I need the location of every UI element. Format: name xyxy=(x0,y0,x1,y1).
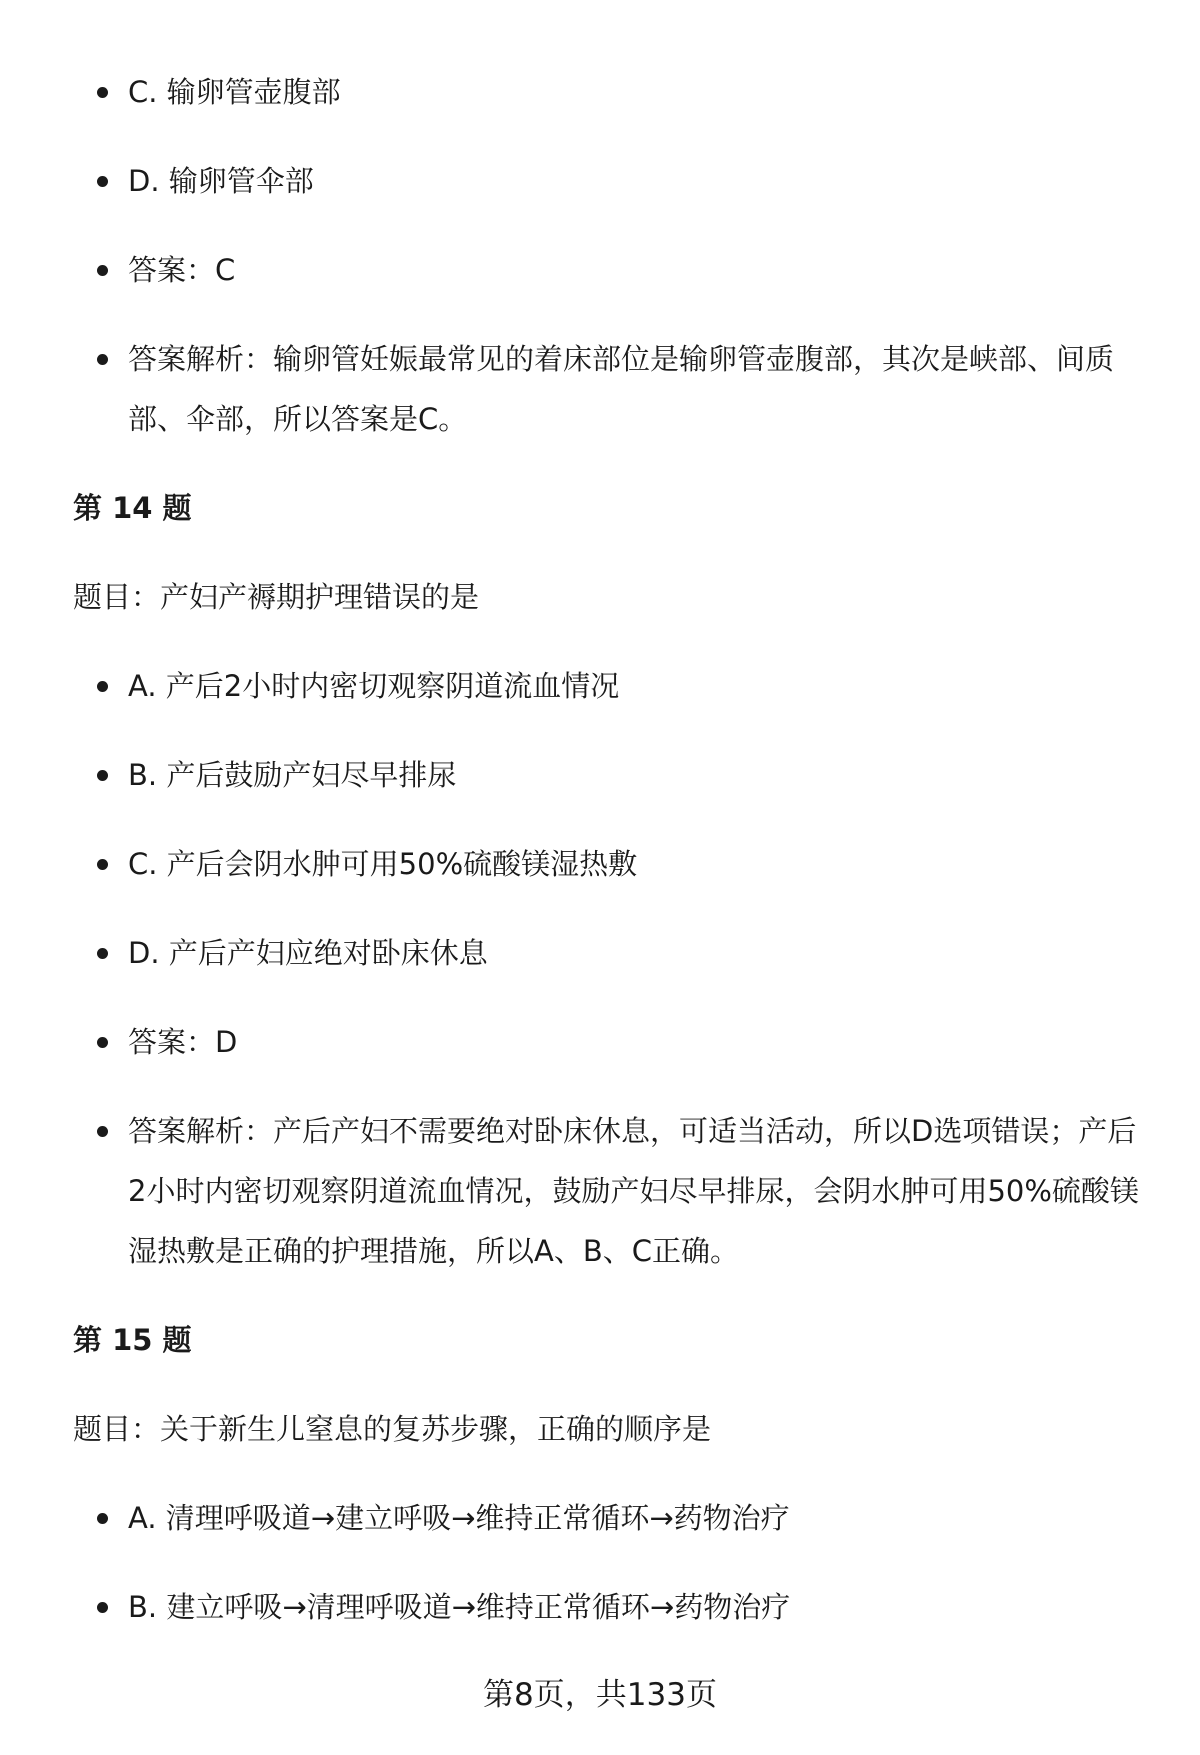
q15-heading: 第 15 题 xyxy=(73,1323,192,1357)
q14-option-d: D. 产后产妇应绝对卧床休息 xyxy=(73,923,1153,983)
q13-list xyxy=(73,62,1153,449)
q15-list xyxy=(73,1488,1153,1637)
document-content xyxy=(73,62,1153,1666)
q14-list xyxy=(73,656,1153,1281)
page-number: 第8页，共133页 xyxy=(483,1677,717,1713)
q14-heading: 第 14 题 xyxy=(73,491,192,525)
q14-option-b: B. 产后鼓励产妇尽早排尿 xyxy=(73,745,1153,805)
q14-stem: 题目：产妇产褥期护理错误的是 xyxy=(73,580,480,614)
q15-option-a: A. 清理呼吸道→建立呼吸→维持正常循环→药物治疗 xyxy=(73,1488,1153,1548)
q13-analysis: 答案解析：输卵管妊娠最常见的着床部位是输卵管壶腹部，其次是峡部、间质部、伞部，所以答案是C。 xyxy=(73,329,1153,449)
q14-analysis: 答案解析：产后产妇不需要绝对卧床休息，可适当活动，所以D选项错误；产后2小时内密切观察阴道流血情况，鼓励产妇尽早排尿，会阴水肿可用50%硫酸镁湿热敷是正确的护理措施，所以A、B、C正确。 xyxy=(73,1101,1153,1281)
q15-option-b: B. 建立呼吸→清理呼吸道→维持正常循环→药物治疗 xyxy=(73,1577,1153,1637)
q15-stem: 题目：关于新生儿窒息的复苏步骤，正确的顺序是 xyxy=(73,1412,712,1446)
q14-option-c: C. 产后会阴水肿可用50%硫酸镁湿热敷 xyxy=(73,834,1153,894)
q13-option-c: C. 输卵管壶腹部 xyxy=(73,62,1153,122)
q13-answer: 答案：C xyxy=(73,240,1153,300)
q13-option-d: D. 输卵管伞部 xyxy=(73,151,1153,211)
q14-option-a: A. 产后2小时内密切观察阴道流血情况 xyxy=(73,656,1153,716)
q14-answer: 答案：D xyxy=(73,1012,1153,1072)
